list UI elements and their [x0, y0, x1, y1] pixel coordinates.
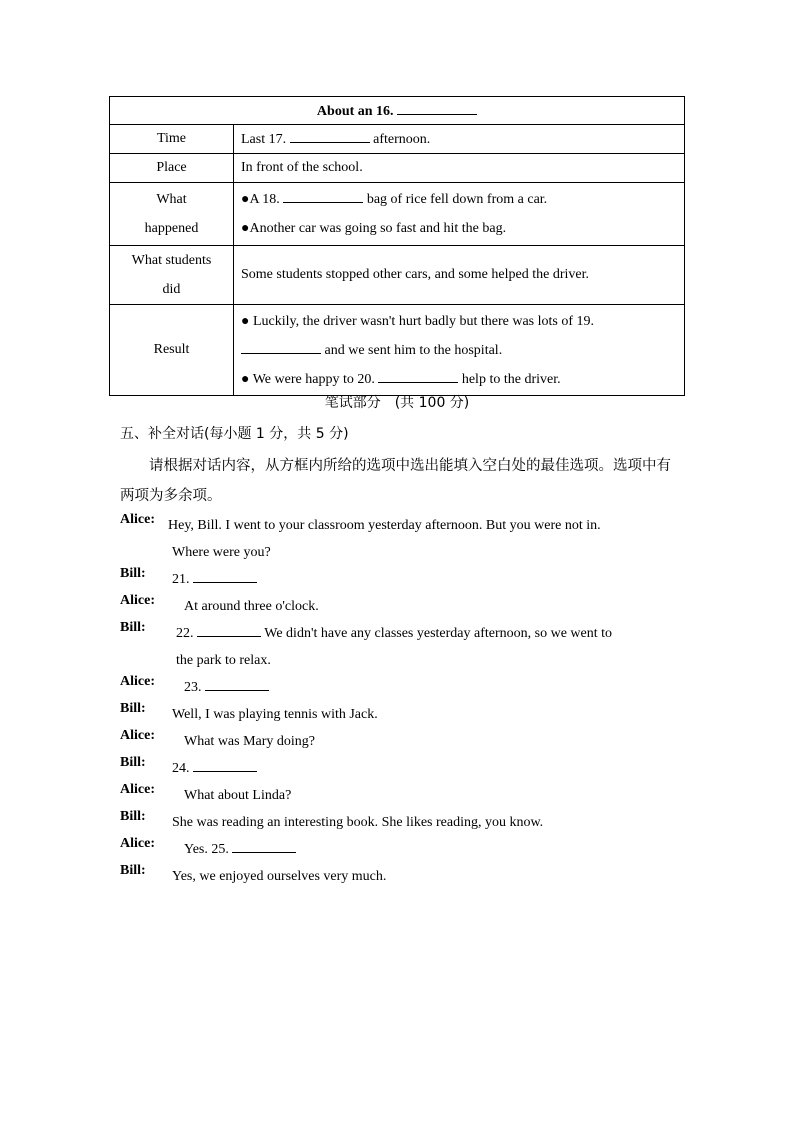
question-number: Yes. 25. — [184, 842, 229, 857]
blank-23[interactable] — [205, 678, 269, 691]
blank-21[interactable] — [193, 570, 257, 583]
table-row-result — [110, 305, 685, 396]
result-line-1 — [241, 307, 677, 336]
dialogue-line — [120, 728, 680, 755]
speech-text — [172, 566, 680, 593]
dialogue-line — [120, 512, 680, 566]
speaker-bill: Bill: — [120, 809, 146, 824]
row-label-what-happened — [110, 183, 234, 246]
row-label-what-students-did — [110, 246, 234, 305]
row-content-place: In front of the school. — [234, 154, 685, 183]
dialogue-line — [120, 701, 680, 728]
speaker-bill: Bill: — [120, 755, 146, 770]
label-did: did — [162, 282, 181, 297]
dialogue-line — [120, 674, 680, 701]
blank-22[interactable] — [197, 624, 261, 637]
happened-line-1 — [241, 185, 677, 214]
speech-text: Well, I was playing tennis with Jack. — [172, 707, 378, 722]
speech-text — [172, 755, 680, 782]
table-header-row — [110, 97, 685, 125]
blank-24[interactable] — [193, 759, 257, 772]
question-number: 24. — [172, 761, 190, 776]
info-table — [109, 96, 685, 396]
result-line-3-prefix: We were happy to 20. — [252, 371, 375, 387]
result-line-3 — [241, 365, 677, 394]
blank-25[interactable] — [232, 840, 296, 853]
speech-text — [184, 836, 680, 863]
blank-17[interactable] — [290, 130, 370, 143]
dialogue-line — [120, 620, 680, 674]
speaker-alice: Alice: — [120, 593, 155, 608]
bullet-icon: ● — [241, 192, 250, 207]
question-number: 21. — [172, 572, 190, 587]
result-line-3-suffix: help to the driver. — [461, 371, 561, 387]
label-happened: happened — [144, 221, 199, 236]
speaker-bill: Bill: — [120, 701, 146, 716]
result-line-1-text: Luckily, the driver wasn't hurt badly but there was lots of 19. — [252, 313, 595, 329]
row-content-what-students-did: Some students stopped other cars, and some helped the driver. — [234, 246, 685, 305]
bullet-icon: ● — [241, 221, 250, 236]
speaker-alice: Alice: — [120, 674, 155, 689]
blank-16[interactable] — [397, 102, 477, 115]
happened-line-2-text: Another car was going so fast and hit the bag. — [249, 221, 507, 236]
speech-text: What about Linda? — [184, 788, 292, 803]
row-content-result — [234, 305, 685, 396]
section-title: 五、补全对话(每小题 1 分，共 5 分) — [120, 426, 349, 442]
bullet-icon: ● — [241, 371, 250, 387]
speaker-alice: Alice: — [120, 512, 155, 527]
speech-text-continued: the park to relax. — [176, 653, 271, 668]
written-part-heading: 笔试部分 (共 100 分) — [324, 395, 470, 411]
speech-text: What was Mary doing? — [184, 734, 316, 749]
speech-text: Hey, Bill. I went to your classroom yesterday afternoon. But you were not in. — [168, 518, 601, 533]
speech-text — [184, 674, 680, 701]
happened-prefix: A 18. — [249, 192, 280, 207]
row-content-what-happened — [234, 183, 685, 246]
dialogue-line — [120, 782, 680, 809]
row-label-result: Result — [110, 305, 234, 396]
speaker-alice: Alice: — [120, 728, 155, 743]
speaker-bill: Bill: — [120, 863, 146, 878]
question-number: 23. — [184, 680, 202, 695]
table-row-what-happened — [110, 183, 685, 246]
speech-text — [176, 620, 680, 647]
speaker-bill: Bill: — [120, 620, 146, 635]
dialogue-line — [120, 863, 680, 890]
blank-18[interactable] — [283, 190, 363, 203]
speech-text: She was reading an interesting book. She likes reading, you know. — [172, 815, 544, 830]
dialogue-line — [120, 566, 680, 593]
happened-line-2 — [241, 214, 677, 243]
speaker-alice: Alice: — [120, 782, 155, 797]
speech-text: Yes, we enjoyed ourselves very much. — [172, 869, 387, 884]
result-line-2-text: and we sent him to the hospital. — [324, 342, 503, 358]
speech-text: At around three o'clock. — [184, 599, 319, 614]
speech-text-continued: Where were you? — [172, 545, 271, 560]
speaker-bill: Bill: — [120, 566, 146, 581]
time-suffix: afternoon. — [373, 132, 431, 147]
speech-suffix: We didn't have any classes yesterday afternoon, so we went to — [264, 626, 613, 641]
blank-20[interactable] — [378, 370, 458, 383]
row-label-time: Time — [110, 125, 234, 154]
dialogue-line — [120, 836, 680, 863]
label-what-students: What students — [131, 253, 212, 268]
table-row-time — [110, 125, 685, 154]
table-header-text: About an 16. — [316, 103, 394, 119]
bullet-icon: ● — [241, 313, 250, 329]
table-row-place — [110, 154, 685, 183]
dialogue-line — [120, 809, 680, 836]
time-prefix: Last 17. — [241, 132, 287, 147]
speaker-alice: Alice: — [120, 836, 155, 851]
row-content-time — [234, 125, 685, 154]
label-what: What — [156, 192, 187, 207]
table-row-what-students-did — [110, 246, 685, 305]
result-line-2 — [241, 336, 677, 365]
happened-suffix: bag of rice fell down from a car. — [366, 192, 548, 207]
instructions: 请根据对话内容，从方框内所给的选项中选出能填入空白处的最佳选项。选项中有两项为多余项。 — [120, 458, 671, 504]
row-label-place: Place — [110, 154, 234, 183]
question-number: 22. — [176, 626, 194, 641]
table-header-cell — [110, 97, 685, 125]
dialogue-line — [120, 593, 680, 620]
dialogue — [120, 512, 680, 890]
blank-19[interactable] — [241, 341, 321, 354]
dialogue-line — [120, 755, 680, 782]
